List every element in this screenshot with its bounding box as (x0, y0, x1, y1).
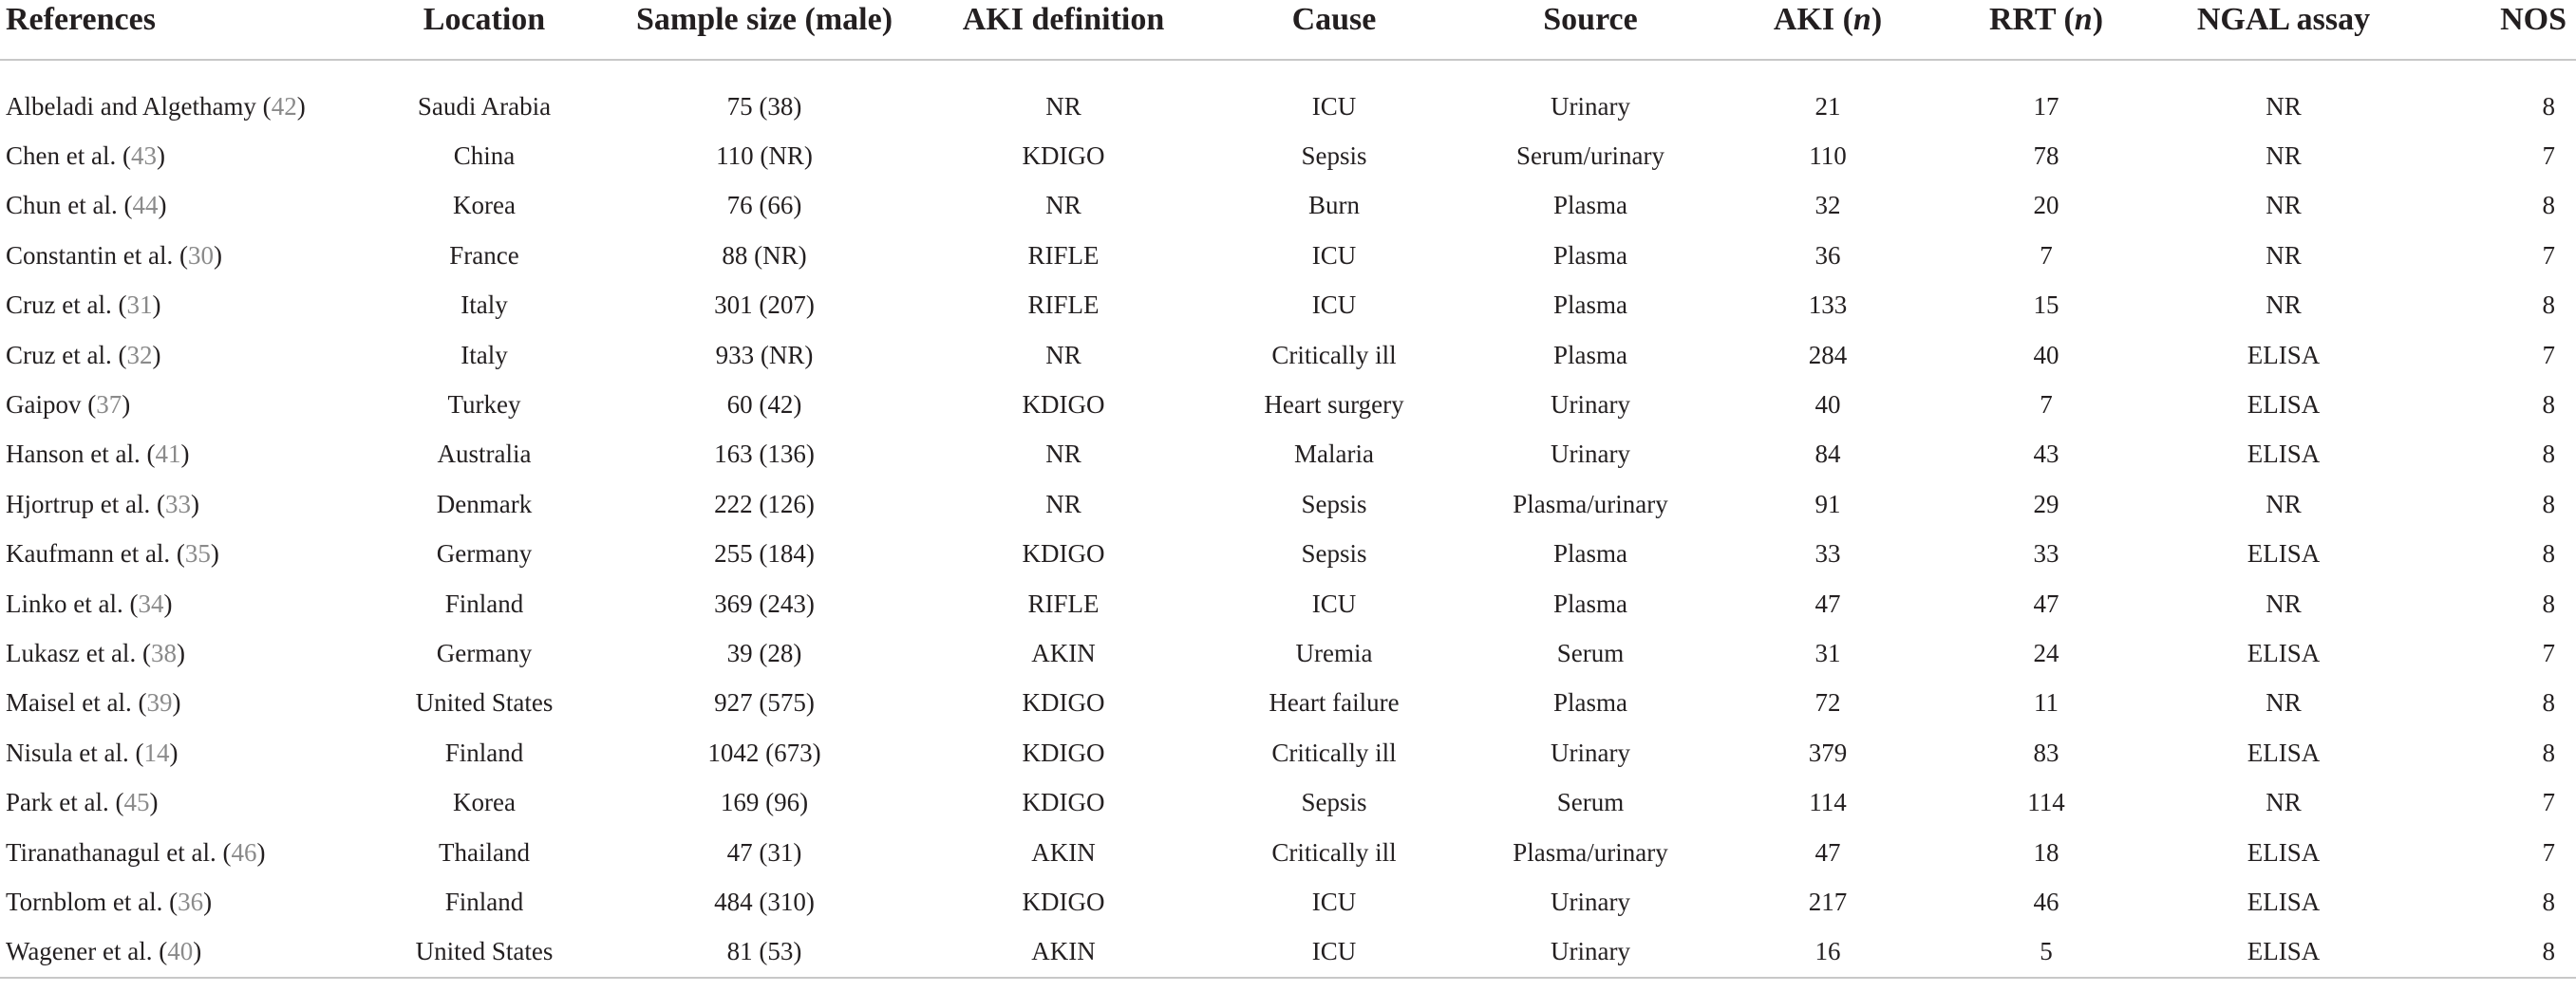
cell-aki-definition: NR (1045, 340, 1081, 369)
reference-close-paren: ) (256, 837, 266, 867)
reference-close-paren: ) (152, 340, 161, 369)
cell-aki-n: 36 (1814, 240, 1841, 270)
cell-rrt-n: 46 (2033, 887, 2059, 916)
cell-location: Germany (436, 638, 533, 667)
cell-reference (0, 530, 361, 579)
cell-source: Urinary (1551, 738, 1630, 767)
rrt-close: ) (2092, 2, 2104, 37)
cell-nos: 7 (2542, 788, 2555, 817)
cell-source: Plasma/urinary (1513, 837, 1668, 867)
reference-close-paren: ) (176, 638, 185, 667)
col-header-source: Source (1543, 2, 1638, 37)
cell-ngal-assay: NR (2266, 688, 2302, 718)
cell-aki-n: 133 (1808, 290, 1848, 320)
table-row (0, 579, 2576, 628)
cell-ngal-assay: ELISA (2247, 887, 2321, 916)
table-row (0, 181, 2576, 231)
cell-aki-definition: NR (1045, 440, 1081, 469)
cell-nos: 8 (2542, 390, 2555, 420)
reference-close-paren: ) (122, 390, 131, 420)
cell-source: Serum/urinary (1516, 141, 1664, 171)
col-header-ngal-assay: NGAL assay (2196, 2, 2371, 37)
table-row (0, 430, 2576, 479)
cell-aki-n: 40 (1814, 390, 1841, 420)
reference-citation-number[interactable]: 32 (126, 340, 153, 369)
cell-ngal-assay: ELISA (2247, 340, 2321, 369)
reference-citation-number[interactable]: 43 (130, 141, 157, 171)
cell-reference (0, 927, 361, 978)
cell-location: Turkey (447, 390, 521, 420)
cell-cause: ICU (1311, 91, 1357, 121)
table-row (0, 380, 2576, 429)
cell-aki-definition: AKIN (1031, 837, 1096, 867)
cell-aki-definition: RIFLE (1027, 290, 1100, 320)
cell-cause: Critically ill (1271, 340, 1397, 369)
cell-source: Plasma (1553, 589, 1627, 618)
reference-citation-number[interactable]: 36 (178, 887, 204, 916)
reference-close-paren: ) (193, 937, 202, 966)
table-row (0, 330, 2576, 380)
cell-sample-size: 484 (310) (714, 887, 815, 916)
cell-nos: 8 (2542, 887, 2555, 916)
table-row (0, 82, 2576, 131)
cell-ngal-assay: NR (2266, 788, 2302, 817)
cell-nos: 7 (2542, 141, 2555, 171)
cell-rrt-n: 17 (2033, 91, 2059, 121)
table-row (0, 628, 2576, 678)
cell-aki-definition: NR (1045, 191, 1081, 220)
reference-text: Hjortrup et al. ( (6, 489, 165, 518)
cell-ngal-assay: ELISA (2247, 440, 2321, 469)
table-row (0, 281, 2576, 330)
cell-ngal-assay: NR (2266, 191, 2302, 220)
cell-sample-size: 60 (42) (726, 390, 802, 420)
cell-cause: Malaria (1294, 440, 1374, 469)
cell-location: France (449, 240, 519, 270)
cell-aki-definition: RIFLE (1027, 589, 1100, 618)
cell-aki-n: 114 (1809, 788, 1847, 817)
cell-location: Korea (453, 788, 516, 817)
cell-nos: 7 (2542, 837, 2555, 867)
cell-reference (0, 380, 361, 429)
reference-citation-number[interactable]: 37 (96, 390, 122, 420)
cell-location: Korea (453, 191, 516, 220)
reference-text: Park et al. ( (6, 788, 124, 817)
cell-reference (0, 231, 361, 280)
reference-citation-number[interactable]: 45 (123, 788, 150, 817)
cell-aki-definition: KDIGO (1022, 738, 1105, 767)
cell-sample-size: 39 (28) (726, 638, 802, 667)
aki-label: AKI ( (1773, 2, 1853, 37)
cell-rrt-n: 18 (2033, 837, 2059, 867)
header-row (0, 0, 2576, 60)
cell-aki-definition: KDIGO (1022, 788, 1105, 817)
reference-close-paren: ) (203, 887, 213, 916)
cell-source: Plasma (1553, 688, 1627, 718)
cell-nos: 8 (2542, 440, 2555, 469)
reference-close-paren: ) (172, 688, 181, 718)
cell-nos: 8 (2542, 589, 2555, 618)
table-row (0, 728, 2576, 777)
cell-reference (0, 679, 361, 728)
cell-aki-definition: KDIGO (1022, 887, 1105, 916)
cell-rrt-n: 78 (2033, 141, 2059, 171)
reference-close-paren: ) (210, 539, 219, 569)
cell-rrt-n: 33 (2033, 539, 2059, 569)
reference-text: Maisel et al. ( (6, 688, 147, 718)
cell-nos: 8 (2542, 290, 2555, 320)
cell-nos: 8 (2542, 191, 2555, 220)
cell-source: Plasma (1553, 240, 1627, 270)
reference-citation-number[interactable]: 14 (143, 738, 170, 767)
cell-location: Saudi Arabia (417, 91, 552, 121)
cell-location: Australia (437, 440, 532, 469)
reference-text: Albeladi and Algethamy ( (6, 91, 272, 121)
cell-nos: 8 (2542, 738, 2555, 767)
cell-reference (0, 828, 361, 877)
cell-ngal-assay: ELISA (2247, 638, 2321, 667)
cell-location: Germany (436, 539, 533, 569)
cell-sample-size: 933 (NR) (715, 340, 814, 369)
cell-source: Plasma (1553, 191, 1627, 220)
cell-sample-size: 76 (66) (726, 191, 802, 220)
cell-aki-definition: NR (1045, 91, 1081, 121)
reference-citation-number[interactable]: 34 (138, 589, 164, 618)
cell-aki-definition: NR (1045, 489, 1081, 518)
cell-aki-n: 16 (1719, 927, 1937, 978)
cell-cause: ICU (1311, 887, 1357, 916)
spacer-row (0, 60, 2576, 82)
cell-cause: Sepsis (1301, 141, 1367, 171)
cell-source: Urinary (1551, 390, 1630, 420)
cell-aki-definition: KDIGO (1022, 539, 1105, 569)
cell-reference (0, 82, 361, 131)
cell-ngal-assay: ELISA (2247, 539, 2321, 569)
cell-sample-size: 163 (136) (714, 440, 815, 469)
cell-reference (0, 281, 361, 330)
aki-close: ) (1871, 2, 1883, 37)
cell-nos: 8 (2542, 688, 2555, 718)
col-header-sample-size: Sample size (male) (635, 2, 893, 37)
cell-sample-size: 255 (184) (714, 539, 815, 569)
cell-ngal-assay: NR (2266, 489, 2302, 518)
cell-aki-n: 47 (1814, 589, 1841, 618)
rrt-label: RRT ( (1988, 2, 2075, 37)
cell-aki-n: 217 (1808, 887, 1848, 916)
cell-rrt-n: 11 (2034, 688, 2059, 718)
reference-text: Linko et al. ( (6, 589, 139, 618)
cell-cause: Burn (1308, 191, 1360, 220)
cell-sample-size: 1042 (673) (707, 738, 821, 767)
cell-nos: 8 (2542, 539, 2555, 569)
reference-text: Kaufmann et al. ( (6, 539, 185, 569)
cell-aki-n: 379 (1808, 738, 1848, 767)
cell-sample-size: 81 (53) (608, 927, 921, 978)
cell-ngal-assay: ELISA (2247, 738, 2321, 767)
cell-cause: Critically ill (1271, 738, 1397, 767)
col-header-location: Location (423, 2, 546, 37)
table-row (0, 530, 2576, 579)
cell-location: China (453, 141, 516, 171)
cell-aki-n: 72 (1814, 688, 1841, 718)
reference-text: Gaipov ( (6, 390, 97, 420)
table-row (0, 877, 2576, 926)
cell-reference (0, 628, 361, 678)
cell-cause: ICU (1311, 290, 1357, 320)
cell-source: Plasma (1553, 539, 1627, 569)
aki-n: n (1852, 2, 1871, 37)
cell-cause: Critically ill (1271, 837, 1397, 867)
cell-cause: Sepsis (1301, 489, 1367, 518)
reference-close-paren: ) (149, 788, 159, 817)
cell-ngal-assay: ELISA (2155, 927, 2412, 978)
cell-aki-n: 33 (1814, 539, 1841, 569)
reference-text: Cruz et al. ( (6, 340, 127, 369)
cell-rrt-n: 47 (2033, 589, 2059, 618)
cell-source: Serum (1556, 638, 1625, 667)
reference-text: Cruz et al. ( (6, 290, 127, 320)
reference-citation-number[interactable]: 39 (146, 688, 173, 718)
cell-sample-size: 88 (NR) (722, 240, 807, 270)
cell-aki-n: 32 (1814, 191, 1841, 220)
cell-cause: Heart failure (1269, 688, 1400, 718)
cell-source: Urinary (1551, 440, 1630, 469)
cell-location: Thailand (439, 837, 530, 867)
table-row (0, 927, 2576, 978)
cell-cause: ICU (1311, 240, 1357, 270)
cell-rrt-n: 24 (2033, 638, 2059, 667)
col-header-nos: NOS (2500, 2, 2567, 37)
reference-text: Constantin et al. ( (6, 240, 188, 270)
cell-reference (0, 330, 361, 380)
reference-close-paren: ) (158, 191, 167, 220)
cell-sample-size: 369 (243) (714, 589, 815, 618)
table-body (0, 60, 2576, 978)
cell-rrt-n: 20 (2033, 191, 2059, 220)
cell-source: Plasma (1553, 290, 1627, 320)
reference-close-paren: ) (213, 240, 222, 270)
reference-citation-number[interactable]: 40 (167, 937, 194, 966)
cell-cause: Uremia (1295, 638, 1373, 667)
reference-citation-number[interactable]: 46 (231, 837, 257, 867)
cell-nos: 8 (2542, 91, 2555, 121)
cell-cause: Sepsis (1301, 788, 1367, 817)
cell-source: Serum (1556, 788, 1625, 817)
cell-aki-definition: KDIGO (1022, 390, 1105, 420)
cell-source: Plasma (1553, 340, 1627, 369)
reference-text: Chun et al. ( (6, 191, 133, 220)
col-header-aki-definition: AKI definition (962, 2, 1165, 37)
cell-aki-definition: RIFLE (1027, 240, 1100, 270)
cell-location: Denmark (436, 489, 533, 518)
cell-reference (0, 728, 361, 777)
reference-close-paren: ) (296, 91, 306, 121)
cell-aki-n: 284 (1808, 340, 1848, 369)
reference-citation-number[interactable]: 33 (164, 489, 191, 518)
reference-close-paren: ) (180, 440, 190, 469)
table-row (0, 479, 2576, 529)
cell-aki-definition: KDIGO (1022, 141, 1105, 171)
cell-aki-definition: AKIN (1031, 638, 1096, 667)
reference-text: Tiranathanagul et al. ( (6, 837, 232, 867)
reference-citation-number[interactable]: 38 (150, 638, 177, 667)
cell-nos: 7 (2542, 638, 2555, 667)
cell-nos: 8 (2412, 927, 2576, 978)
cell-sample-size: 47 (31) (726, 837, 802, 867)
cell-aki-n: 91 (1814, 489, 1841, 518)
rrt-n: n (2074, 2, 2093, 37)
cell-rrt-n: 83 (2033, 738, 2059, 767)
cell-location: Finland (444, 887, 524, 916)
reference-close-paren: ) (156, 141, 165, 171)
cell-ngal-assay: ELISA (2247, 390, 2321, 420)
table-row (0, 777, 2576, 827)
reference-citation-number[interactable]: 44 (132, 191, 159, 220)
cell-aki-n: 31 (1814, 638, 1841, 667)
cell-rrt-n: 5 (1937, 927, 2155, 978)
reference-citation-number[interactable]: 35 (184, 539, 211, 569)
cell-cause: ICU (1206, 927, 1462, 978)
cell-reference (0, 181, 361, 231)
reference-text: Lukasz et al. ( (6, 638, 151, 667)
cell-rrt-n: 7 (2040, 390, 2053, 420)
cell-rrt-n: 114 (2027, 788, 2065, 817)
cell-source: Urinary (1462, 927, 1719, 978)
cell-reference (0, 579, 361, 628)
cell-ngal-assay: NR (2266, 91, 2302, 121)
reference-text: Nisula et al. ( (6, 738, 144, 767)
cell-reference (0, 131, 361, 180)
cell-sample-size: 927 (575) (714, 688, 815, 718)
cell-cause: ICU (1311, 589, 1357, 618)
cell-reference (0, 877, 361, 926)
cell-rrt-n: 15 (2033, 290, 2059, 320)
spacer-cell (0, 60, 2576, 82)
table-row (0, 231, 2576, 280)
cell-ngal-assay: NR (2266, 141, 2302, 171)
reference-citation-number[interactable]: 41 (155, 440, 181, 469)
reference-text: Tornblom et al. ( (6, 887, 179, 916)
table-row (0, 828, 2576, 877)
cell-cause: Sepsis (1301, 539, 1367, 569)
cell-location: United States (361, 927, 608, 978)
col-header-references: References (6, 2, 156, 37)
cell-location: Finland (444, 589, 524, 618)
cell-aki-n: 84 (1814, 440, 1841, 469)
cell-aki-definition: AKIN (921, 927, 1206, 978)
cell-rrt-n: 29 (2033, 489, 2059, 518)
cell-sample-size: 222 (126) (714, 489, 815, 518)
cell-location: Finland (444, 738, 524, 767)
cell-reference (0, 777, 361, 827)
reference-citation-number[interactable]: 42 (271, 91, 297, 121)
reference-citation-number[interactable]: 30 (187, 240, 214, 270)
cell-aki-n: 21 (1814, 91, 1841, 121)
col-header-cause: Cause (1291, 2, 1377, 37)
table-row (0, 679, 2576, 728)
col-header-rrt (1937, 0, 2155, 60)
cell-aki-n: 110 (1809, 141, 1847, 171)
cell-ngal-assay: NR (2266, 290, 2302, 320)
reference-close-paren: ) (152, 290, 161, 320)
cell-location: Italy (461, 340, 508, 369)
cell-ngal-assay: NR (2266, 240, 2302, 270)
reference-text: Hanson et al. ( (6, 440, 156, 469)
cell-ngal-assay: ELISA (2247, 837, 2321, 867)
cell-cause: Heart surgery (1264, 390, 1404, 420)
cell-source: Urinary (1551, 91, 1630, 121)
cell-nos: 8 (2542, 489, 2555, 518)
cell-ngal-assay: NR (2266, 589, 2302, 618)
cell-aki-n: 47 (1814, 837, 1841, 867)
cell-rrt-n: 7 (2040, 240, 2053, 270)
cell-source: Plasma/urinary (1513, 489, 1668, 518)
reference-close-paren: ) (190, 489, 199, 518)
cell-reference (0, 430, 361, 479)
reference-close-paren: ) (163, 589, 173, 618)
cell-sample-size: 75 (38) (726, 91, 802, 121)
cell-location: United States (415, 688, 554, 718)
cell-sample-size: 301 (207) (714, 290, 815, 320)
reference-close-paren: ) (169, 738, 179, 767)
reference-text: Chen et al. ( (6, 141, 131, 171)
col-header-aki (1719, 0, 1937, 60)
cell-rrt-n: 43 (2033, 440, 2059, 469)
reference-text: Wagener et al. ( (6, 937, 168, 966)
cell-rrt-n: 40 (2033, 340, 2059, 369)
cell-source: Urinary (1551, 887, 1630, 916)
cell-nos: 7 (2542, 240, 2555, 270)
cell-sample-size: 169 (96) (720, 788, 809, 817)
cell-sample-size: 110 (NR) (716, 141, 813, 171)
cell-nos: 7 (2542, 340, 2555, 369)
reference-citation-number[interactable]: 31 (126, 290, 153, 320)
cell-location: Italy (461, 290, 508, 320)
cell-reference (0, 479, 361, 529)
cell-aki-definition: KDIGO (1022, 688, 1105, 718)
table-row (0, 131, 2576, 180)
